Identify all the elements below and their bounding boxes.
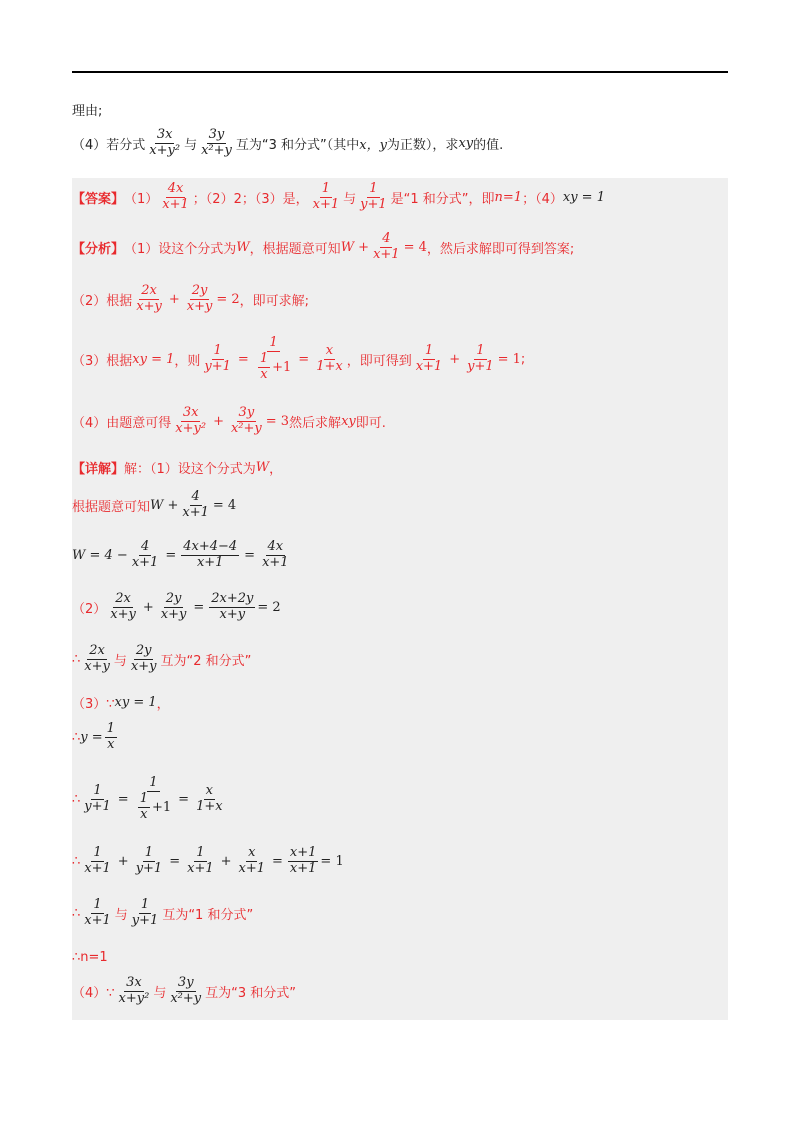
detail-l8-frac2 bbox=[134, 776, 173, 823]
analysis-l4-text: （4）由题意可得 bbox=[72, 415, 172, 431]
detail-l4-frac3 bbox=[209, 592, 255, 623]
detail-l2-text: 根据题意可知 bbox=[72, 499, 151, 515]
detail-l9-frac1 bbox=[82, 846, 113, 877]
detail-l10-therefore: ∴ bbox=[72, 905, 81, 921]
detail-l1-text: 解：（1）设这个分式为 bbox=[124, 462, 256, 477]
detail-l3-n1: 4 bbox=[140, 539, 150, 554]
detail-l8-plus: +1 bbox=[151, 799, 172, 815]
analysis-l1-left: W + bbox=[340, 239, 370, 255]
detail-l12-frac2 bbox=[168, 976, 203, 1007]
detail-l9-n2: 1 bbox=[144, 845, 154, 860]
analysis-l2-frac1 bbox=[134, 284, 164, 315]
analysis-line-2: （2）根据 $\frac{2x}{x+y}$ + $\frac{2y}{x+y}$ = 2 ，即可求解; bbox=[72, 283, 310, 314]
analysis-l1-num: 4 bbox=[382, 231, 391, 246]
detail-l10-n1: 1 bbox=[93, 897, 102, 912]
answer-f3-den: y+1 bbox=[360, 196, 387, 212]
answer-p4: ；（4） bbox=[522, 191, 563, 207]
analysis-l3-n3: x bbox=[325, 342, 334, 358]
detail-l2-num: 4 bbox=[191, 489, 200, 504]
detail-l9-therefore: ∴ bbox=[72, 853, 81, 869]
detail-l12-p: （4）∵ bbox=[72, 985, 115, 1001]
detail-l10-frac2 bbox=[130, 898, 161, 929]
detail-l4-d1: x+y bbox=[110, 606, 136, 622]
detail-l9-n4: x bbox=[248, 845, 256, 860]
analysis-l3-n2: 1 bbox=[269, 335, 278, 350]
detail-l12-d2: x²+y bbox=[170, 990, 202, 1006]
detail-line-2 bbox=[72, 490, 236, 521]
detail-l9-frac4 bbox=[237, 846, 268, 877]
q4-suffix1: 互为“3 和分式”（其中 bbox=[235, 137, 360, 153]
analysis-l2-n2: 2y bbox=[191, 283, 208, 298]
detail-l2-left: W + bbox=[150, 497, 179, 513]
analysis-l3-inner-den: x bbox=[260, 366, 268, 382]
detail-l8-d2 bbox=[134, 792, 173, 823]
detail-l8-frac3 bbox=[194, 784, 225, 815]
answer-frac-1 bbox=[160, 182, 191, 213]
reason-label bbox=[72, 100, 102, 119]
analysis-l1-text2: ，根据题意可知 bbox=[249, 241, 341, 257]
detail-l5-n2: 2y bbox=[135, 643, 152, 658]
detail-l3-d1: x+1 bbox=[131, 554, 159, 570]
detail-l10-d2: y+1 bbox=[131, 912, 159, 928]
detail-l10-d1: x+1 bbox=[84, 912, 111, 928]
analysis-l1-den: x+1 bbox=[373, 246, 400, 262]
detail-l4-right: = 2 bbox=[257, 599, 281, 615]
detail-l4-d2: x+y bbox=[160, 606, 187, 622]
analysis-l2-right: = 2 bbox=[216, 291, 240, 307]
analysis-l4-text2: 然后求解 bbox=[289, 415, 342, 431]
answer-xy: xy = 1 bbox=[562, 189, 605, 205]
detail-l6-eq: xy = 1 bbox=[114, 695, 157, 710]
detail-l3-left: W = 4 − bbox=[72, 547, 128, 563]
analysis-l4-n1: 3x bbox=[182, 405, 199, 420]
analysis-l1-text: （1）设这个分式为 bbox=[124, 241, 237, 257]
analysis-l3-frac5 bbox=[465, 344, 496, 375]
detail-line-6 bbox=[72, 693, 170, 712]
detail-l4-frac2 bbox=[159, 592, 189, 623]
detail-l8-n3: x bbox=[205, 782, 213, 798]
detail-l3-frac1 bbox=[130, 540, 161, 571]
q4-vars: x，y bbox=[359, 137, 387, 153]
detail-l9-d4: x+1 bbox=[238, 860, 266, 876]
detail-l3-n2: 4x+4−4 bbox=[183, 539, 238, 554]
detail-l3-frac3 bbox=[260, 540, 291, 571]
detail-l7-therefore: ∴ bbox=[72, 729, 81, 745]
detail-l6-p: （3）∵ bbox=[72, 697, 115, 712]
detail-l12-text: 互为“3 和分式” bbox=[205, 985, 296, 1001]
answer-mid: 与 bbox=[343, 191, 357, 207]
detail-line-12 bbox=[72, 976, 296, 1007]
detail-l5-d2: x+y bbox=[130, 658, 157, 674]
answer-f3-num: 1 bbox=[369, 181, 378, 196]
detail-l9-n5: x+1 bbox=[289, 845, 317, 860]
analysis-line-4: （4）由题意可得 $\frac{3x}{\text{x+y²}}$ + $\frac{3y}{\text{x²+y}}$ = 3 然后求解 xy 即可. bbox=[72, 405, 386, 436]
detail-l4-frac1 bbox=[108, 592, 138, 623]
detail-l10-mid: 与 bbox=[114, 907, 128, 923]
detail-line-9: ∴ $\frac{1}{x+1}$ + $\frac{1}{y+1}$ = $\frac{1}{x+1}$ + $\frac{x}{x+1}$ = $\frac{x+1}{x+1}$ = 1 bbox=[72, 845, 344, 876]
q4-f1-den: x+y² bbox=[149, 142, 181, 158]
analysis-l3-inner-num: 1 bbox=[259, 350, 269, 366]
q4-xy: xy bbox=[458, 135, 474, 151]
analysis-l4-text3: 即可. bbox=[355, 415, 386, 431]
detail-l8-n2: 1 bbox=[149, 775, 158, 790]
detail-l12-mid: 与 bbox=[153, 985, 167, 1001]
analysis-l3-frac4 bbox=[414, 344, 445, 375]
detail-l12-frac1 bbox=[117, 976, 152, 1007]
answer-f2-num: 1 bbox=[321, 181, 331, 196]
detail-l2-right: = 4 bbox=[212, 497, 237, 513]
detail-l8-frac1 bbox=[82, 784, 113, 815]
q4-f1-num: 3x bbox=[156, 127, 173, 142]
detail-l7-frac bbox=[105, 722, 117, 753]
q4-mid: 与 bbox=[184, 137, 198, 153]
analysis-l2-frac2 bbox=[185, 284, 215, 315]
q4-f2-den: x²+y bbox=[201, 142, 232, 158]
detail-l10-frac1 bbox=[82, 898, 113, 929]
analysis-line-3: （3）根据 xy = 1 ，则 $\frac{1}{y+1}$ = 1 $\frac{1}{x}$ +1 = $\frac{x}{1+x}$ ，即可得到 $\frac{1}{x+1}$ + $\frac{1}{y+1}$ = 1 ; bbox=[72, 335, 526, 382]
analysis-l4-right: = 3 bbox=[265, 413, 290, 429]
detail-l9-frac2 bbox=[134, 846, 165, 877]
detail-l7-left: y = bbox=[80, 729, 103, 745]
q4-fraction-1 bbox=[147, 128, 182, 159]
detail-l4-d3: x+y bbox=[219, 606, 246, 622]
detail-l3-n3: 4x bbox=[267, 539, 284, 554]
answer-frac-2 bbox=[311, 182, 342, 213]
analysis-l1-right: = 4 bbox=[403, 239, 427, 255]
detail-l7-num: 1 bbox=[106, 721, 115, 736]
analysis-l4-n2: 3y bbox=[238, 405, 255, 420]
analysis-l2-n1: 2x bbox=[141, 283, 157, 298]
analysis-l3-xy: xy = 1 bbox=[132, 351, 175, 367]
header-rule bbox=[72, 71, 728, 73]
detail-l7-den: x bbox=[107, 736, 115, 752]
detail-line-5 bbox=[72, 644, 251, 675]
analysis-l3-frac2 bbox=[254, 336, 293, 383]
detail-l8-d1: y+1 bbox=[84, 798, 111, 814]
analysis-l3-d5: y+1 bbox=[467, 358, 494, 374]
q4-suffix2: 为正数），求 bbox=[386, 137, 459, 153]
analysis-l3-n4: 1 bbox=[424, 342, 434, 358]
answer-n: n=1 bbox=[494, 189, 523, 205]
answer-f1-num: 4x bbox=[167, 181, 184, 196]
answer-f1-den: x+1 bbox=[162, 196, 189, 212]
detail-l5-n1: 2x bbox=[89, 643, 105, 658]
q4-prefix: （4）若分式 bbox=[72, 137, 146, 153]
detail-W: W bbox=[255, 460, 270, 475]
answer-tag: 【答案】 bbox=[72, 191, 125, 207]
detail-l9-n3: 1 bbox=[196, 845, 205, 860]
analysis-l3-d2 bbox=[254, 352, 293, 383]
reason-text: 理由; bbox=[72, 104, 103, 119]
detail-l9-frac5 bbox=[288, 846, 319, 877]
detail-l2-den: x+1 bbox=[182, 504, 209, 520]
analysis-l3-text3: ，即可得到 bbox=[346, 353, 412, 369]
analysis-l3-d1: y+1 bbox=[204, 358, 231, 374]
detail-line-3: W = 4 − $\frac{4}{x+1}$ = $\frac{4x+4-4}{x+1}$ = $\frac{4x}{x+1}$ bbox=[72, 539, 289, 570]
detail-line-7 bbox=[72, 722, 119, 753]
answer-f2-den: x+1 bbox=[312, 196, 340, 212]
detail-l9-d3: x+1 bbox=[187, 860, 214, 876]
analysis-l3-frac3 bbox=[314, 344, 345, 375]
q4-suffix3: 的值. bbox=[473, 137, 504, 153]
detail-line-10 bbox=[72, 898, 253, 929]
detail-l4-n3: 2x+2y bbox=[211, 591, 254, 606]
answer-p1: （1） bbox=[124, 191, 159, 207]
detail-l4-n1: 2x bbox=[115, 591, 131, 606]
detail-l5-frac1 bbox=[82, 644, 112, 675]
analysis-l4-d2: x²+y bbox=[230, 420, 262, 436]
answer-line bbox=[72, 182, 605, 213]
q4-f2-num: 3y bbox=[208, 127, 225, 142]
detail-l8-n1: 1 bbox=[93, 782, 102, 798]
detail-l9-frac3 bbox=[185, 846, 216, 877]
detail-l3-frac2 bbox=[181, 540, 239, 571]
detail-l8-inner-den: x bbox=[140, 806, 148, 822]
detail-l9-n1: 1 bbox=[93, 845, 102, 860]
analysis-l3-frac1 bbox=[202, 344, 233, 375]
detail-l9-d5: x+1 bbox=[289, 860, 317, 876]
detail-l11-text: ∴n=1 bbox=[72, 950, 108, 965]
detail-line-1 bbox=[72, 458, 282, 477]
analysis-l3-plus: +1 bbox=[272, 359, 292, 375]
detail-l9-d2: y+1 bbox=[135, 860, 163, 876]
detail-l1-end: ， bbox=[269, 462, 283, 477]
analysis-l3-n5: 1 bbox=[476, 342, 485, 358]
detail-line-8: ∴ $\frac{1}{y+1}$ = 1 $\frac{1}{x}$ +1 = $\frac{x}{1+x}$ bbox=[72, 775, 223, 822]
analysis-tag: 【分析】 bbox=[72, 241, 125, 257]
detail-l5-mid: 与 bbox=[113, 653, 127, 669]
detail-l6-end: ， bbox=[156, 697, 170, 712]
detail-l12-d1: x+y² bbox=[118, 990, 150, 1006]
q4-fraction-2 bbox=[199, 128, 234, 159]
analysis-l4-d1: x+y² bbox=[175, 420, 207, 436]
analysis-l2-text2: ，即可求解; bbox=[239, 293, 310, 309]
detail-l3-d3: x+1 bbox=[262, 554, 289, 570]
detail-l5-d1: x+y bbox=[84, 658, 110, 674]
detail-l2-frac bbox=[180, 490, 211, 521]
analysis-l3-text2: ，则 bbox=[174, 353, 201, 369]
detail-l5-therefore: ∴ bbox=[72, 651, 81, 667]
analysis-l3-d4: x+1 bbox=[415, 358, 443, 374]
analysis-l3-text: （3）根据 bbox=[72, 353, 133, 369]
detail-line-11 bbox=[72, 950, 108, 965]
detail-l5-text: 互为“2 和分式” bbox=[160, 653, 252, 669]
detail-l4-p: （2） bbox=[72, 601, 107, 617]
analysis-l4-xy: xy bbox=[341, 413, 356, 429]
detail-line-4: （2） $\frac{2x}{x+y}$ + $\frac{2y}{x+y}$ = $\frac{2x+2y}{x+y}$ = 2 bbox=[72, 591, 281, 622]
detail-l8-inner-num: 1 bbox=[139, 790, 148, 806]
analysis-l2-d1: x+y bbox=[136, 298, 162, 314]
analysis-l1-frac bbox=[371, 232, 402, 263]
answer-frac-3 bbox=[358, 182, 389, 213]
analysis-l3-d3: 1+x bbox=[316, 358, 343, 374]
question-4 bbox=[72, 128, 503, 159]
analysis-line-1 bbox=[72, 232, 574, 263]
detail-l4-n2: 2y bbox=[165, 591, 182, 606]
detail-l10-text: 互为“1 和分式” bbox=[162, 907, 254, 923]
detail-l8-inner-frac bbox=[138, 792, 150, 823]
analysis-l2-text: （2）根据 bbox=[72, 293, 133, 309]
detail-l3-d2: x+1 bbox=[196, 554, 224, 570]
detail-l12-n1: 3x bbox=[126, 975, 142, 990]
detail-l9-right: = 1 bbox=[320, 853, 344, 869]
analysis-W: W bbox=[236, 239, 250, 255]
analysis-l3-right: = 1 bbox=[497, 351, 521, 367]
analysis-l4-frac2 bbox=[229, 406, 264, 437]
analysis-l3-n1: 1 bbox=[213, 342, 222, 358]
detail-l5-frac2 bbox=[129, 644, 159, 675]
detail-l12-n2: 3y bbox=[177, 975, 194, 990]
answer-p2: ；（2）2；（3）是， bbox=[192, 191, 309, 207]
analysis-l3-end: ; bbox=[520, 351, 526, 367]
answer-suffix: 是“1 和分式”，即 bbox=[390, 191, 495, 207]
detail-l10-n2: 1 bbox=[140, 897, 150, 912]
analysis-l2-d2: x+y bbox=[186, 298, 213, 314]
analysis-l3-inner-frac bbox=[258, 352, 270, 383]
detail-tag: 【详解】 bbox=[72, 462, 125, 477]
analysis-l4-frac1 bbox=[173, 406, 208, 437]
detail-l8-therefore: ∴ bbox=[72, 791, 81, 807]
detail-l8-d3: 1+x bbox=[196, 798, 223, 814]
analysis-l1-text3: ，然后求解即可得到答案; bbox=[426, 241, 575, 257]
detail-l9-d1: x+1 bbox=[84, 860, 111, 876]
